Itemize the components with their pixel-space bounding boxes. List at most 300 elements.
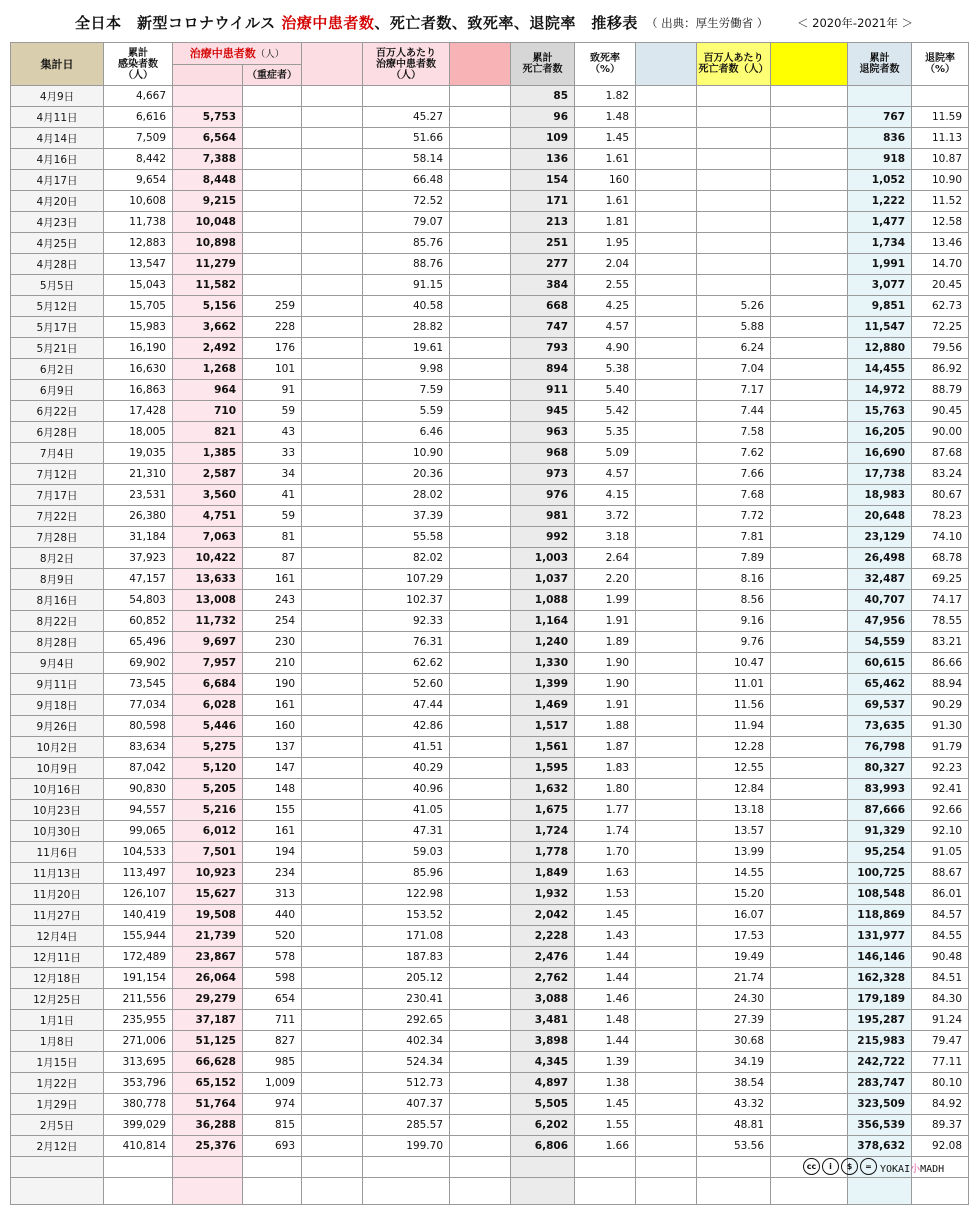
cell-per-million-treating: 47.44 (363, 695, 450, 716)
cell-blank (636, 905, 697, 926)
cell-treating: 23,867 (173, 947, 243, 968)
cell-blank (771, 86, 848, 107)
cell-blank (450, 380, 511, 401)
table-row (11, 737, 969, 758)
cell-empty (243, 1178, 302, 1205)
cell-fatality-rate: 5.09 (575, 443, 636, 464)
cell-per-million-deaths: 8.16 (697, 569, 771, 590)
cell-per-million-treating: 402.34 (363, 1031, 450, 1052)
cell-fatality-rate: 1.38 (575, 1073, 636, 1094)
cell-fatality-rate: 1.74 (575, 821, 636, 842)
cell-blank (450, 800, 511, 821)
cell-per-million-deaths: 5.88 (697, 317, 771, 338)
cell-fatality-rate: 1.44 (575, 1031, 636, 1052)
cell-discharge-rate: 92.23 (912, 758, 969, 779)
cell-discharge-rate: 72.25 (912, 317, 969, 338)
cell-cum-deaths: 1,164 (511, 611, 575, 632)
cell-discharge-rate: 92.41 (912, 779, 969, 800)
cell-per-million-treating: 407.37 (363, 1094, 450, 1115)
cell-severe: 34 (243, 464, 302, 485)
table-row (11, 527, 969, 548)
cell-per-million-treating: 82.02 (363, 548, 450, 569)
cell-discharge-rate: 90.45 (912, 401, 969, 422)
cell-cum-deaths: 968 (511, 443, 575, 464)
cell-per-million-treating: 91.15 (363, 275, 450, 296)
cell-per-million-deaths: 34.19 (697, 1052, 771, 1073)
table-row (11, 422, 969, 443)
cell-blank (636, 1052, 697, 1073)
cell-severe (243, 212, 302, 233)
cell-cum-discharged: 16,205 (848, 422, 912, 443)
cell-cum-discharged: 47,956 (848, 611, 912, 632)
cell-treating: 11,582 (173, 275, 243, 296)
table-row (11, 800, 969, 821)
cell-per-million-treating: 199.70 (363, 1136, 450, 1157)
cell-per-million-treating: 76.31 (363, 632, 450, 653)
cell-per-million-treating: 40.58 (363, 296, 450, 317)
cell-per-million-deaths: 6.24 (697, 338, 771, 359)
table-row (11, 191, 969, 212)
cell-blank (450, 401, 511, 422)
cell-blank (636, 632, 697, 653)
cell-cum-deaths: 1,330 (511, 653, 575, 674)
header-per-million-treating-text: 百万人あたり 治療中患者数 （人） (376, 47, 437, 81)
cell-treating: 26,064 (173, 968, 243, 989)
cell-cum-infected: 19,035 (104, 443, 173, 464)
cell-cum-infected: 16,190 (104, 338, 173, 359)
cell-blank (771, 674, 848, 695)
table-row (11, 1031, 969, 1052)
cell-blank (302, 695, 363, 716)
cell-date: 11月6日 (11, 842, 104, 863)
cell-blank (771, 1115, 848, 1136)
cell-per-million-treating: 153.52 (363, 905, 450, 926)
cell-cum-infected: 15,043 (104, 275, 173, 296)
cell-blank (450, 1115, 511, 1136)
cell-severe: 259 (243, 296, 302, 317)
cell-treating: 9,215 (173, 191, 243, 212)
cell-discharge-rate: 77.11 (912, 1052, 969, 1073)
cell-blank (450, 485, 511, 506)
cell-severe: 161 (243, 569, 302, 590)
table-row (11, 1010, 969, 1031)
cell-fatality-rate: 1.82 (575, 86, 636, 107)
cell-blank (771, 506, 848, 527)
cell-empty (104, 1157, 173, 1178)
cell-treating: 51,764 (173, 1094, 243, 1115)
cell-fatality-rate: 1.39 (575, 1052, 636, 1073)
cell-cum-deaths: 1,778 (511, 842, 575, 863)
cell-cum-deaths: 251 (511, 233, 575, 254)
cell-blank (636, 716, 697, 737)
cell-date: 7月28日 (11, 527, 104, 548)
cell-cum-discharged: 146,146 (848, 947, 912, 968)
cell-blank (450, 506, 511, 527)
cell-cum-infected: 31,184 (104, 527, 173, 548)
cell-blank (636, 443, 697, 464)
cell-fatality-rate: 1.48 (575, 107, 636, 128)
cell-discharge-rate: 83.21 (912, 632, 969, 653)
cell-blank (771, 695, 848, 716)
cell-blank (302, 296, 363, 317)
cell-cum-deaths: 1,724 (511, 821, 575, 842)
cell-blank (450, 191, 511, 212)
cell-blank (771, 653, 848, 674)
cell-per-million-treating: 19.61 (363, 338, 450, 359)
cell-cum-infected: 60,852 (104, 611, 173, 632)
cell-fatality-rate: 4.25 (575, 296, 636, 317)
cell-blank (450, 1010, 511, 1031)
cell-severe: 147 (243, 758, 302, 779)
cell-fatality-rate: 5.40 (575, 380, 636, 401)
cell-cum-discharged: 9,851 (848, 296, 912, 317)
cell-blank (636, 611, 697, 632)
cell-cum-infected: 94,557 (104, 800, 173, 821)
cell-cum-discharged: 11,547 (848, 317, 912, 338)
cell-date: 7月4日 (11, 443, 104, 464)
cell-blank (450, 611, 511, 632)
cell-discharge-rate: 90.29 (912, 695, 969, 716)
cell-fatality-rate: 4.90 (575, 338, 636, 359)
table-row (11, 947, 969, 968)
cell-cum-discharged: 60,615 (848, 653, 912, 674)
period-label: ＜ 2020年-2021年 ＞ (797, 16, 913, 30)
cell-severe: 520 (243, 926, 302, 947)
cell-per-million-treating: 37.39 (363, 506, 450, 527)
cell-per-million-deaths: 7.66 (697, 464, 771, 485)
cell-cum-infected: 23,531 (104, 485, 173, 506)
cell-empty (363, 1178, 450, 1205)
cell-blank (636, 317, 697, 338)
cell-treating: 821 (173, 422, 243, 443)
cell-date: 1月22日 (11, 1073, 104, 1094)
cell-blank (302, 842, 363, 863)
cell-discharge-rate: 91.24 (912, 1010, 969, 1031)
cell-blank (302, 401, 363, 422)
cell-blank (771, 947, 848, 968)
cell-fatality-rate: 1.77 (575, 800, 636, 821)
cell-per-million-deaths: 5.26 (697, 296, 771, 317)
cell-cum-deaths: 963 (511, 422, 575, 443)
cell-blank (771, 422, 848, 443)
cell-empty (636, 1178, 697, 1205)
cell-severe: 43 (243, 422, 302, 443)
cell-empty (575, 1157, 636, 1178)
cell-per-million-deaths: 8.56 (697, 590, 771, 611)
cell-cum-deaths: 1,037 (511, 569, 575, 590)
cell-discharge-rate: 10.87 (912, 149, 969, 170)
cell-severe: 194 (243, 842, 302, 863)
header-cum-deaths (511, 43, 575, 86)
cell-blank (771, 317, 848, 338)
table-row (11, 695, 969, 716)
cell-cum-infected: 65,496 (104, 632, 173, 653)
cell-discharge-rate: 80.67 (912, 485, 969, 506)
cell-cum-discharged: 83,993 (848, 779, 912, 800)
cell-blank (302, 191, 363, 212)
header-date: 集計日 (11, 43, 104, 86)
cell-empty (697, 1157, 771, 1178)
cell-date: 4月23日 (11, 212, 104, 233)
cell-per-million-treating: 47.31 (363, 821, 450, 842)
cell-per-million-deaths: 24.30 (697, 989, 771, 1010)
cell-discharge-rate: 88.67 (912, 863, 969, 884)
cell-blank (450, 758, 511, 779)
cell-discharge-rate: 87.68 (912, 443, 969, 464)
cell-cum-discharged: 32,487 (848, 569, 912, 590)
cell-blank (450, 1136, 511, 1157)
cell-blank (302, 275, 363, 296)
cell-per-million-deaths: 27.39 (697, 1010, 771, 1031)
cell-blank (771, 296, 848, 317)
cell-cum-discharged: 17,738 (848, 464, 912, 485)
cell-date: 9月26日 (11, 716, 104, 737)
cell-date: 4月9日 (11, 86, 104, 107)
cell-blank (771, 632, 848, 653)
cell-date: 7月22日 (11, 506, 104, 527)
cell-date: 5月21日 (11, 338, 104, 359)
cell-fatality-rate: 2.20 (575, 569, 636, 590)
table-row (11, 716, 969, 737)
cell-discharge-rate: 13.46 (912, 233, 969, 254)
cell-per-million-deaths (697, 275, 771, 296)
cell-cum-discharged: 26,498 (848, 548, 912, 569)
cell-cum-infected: 13,547 (104, 254, 173, 275)
cell-date: 4月11日 (11, 107, 104, 128)
table-row (11, 506, 969, 527)
cell-blank (636, 1094, 697, 1115)
cell-fatality-rate: 1.81 (575, 212, 636, 233)
cell-blank (771, 233, 848, 254)
cell-blank (302, 254, 363, 275)
cell-cum-discharged: 1,052 (848, 170, 912, 191)
table-row (11, 485, 969, 506)
cell-per-million-treating: 42.86 (363, 716, 450, 737)
cell-per-million-deaths: 48.81 (697, 1115, 771, 1136)
cell-cum-infected: 140,419 (104, 905, 173, 926)
page-title (75, 12, 638, 33)
cell-cum-deaths: 992 (511, 527, 575, 548)
header-sub-blank (173, 65, 243, 86)
cell-fatality-rate: 3.18 (575, 527, 636, 548)
header-blank-pink-strong (450, 43, 511, 86)
cell-cum-deaths: 109 (511, 128, 575, 149)
cell-empty (771, 1178, 848, 1205)
table-row (11, 989, 969, 1010)
cell-blank (771, 737, 848, 758)
cell-severe: 440 (243, 905, 302, 926)
cell-treating: 13,633 (173, 569, 243, 590)
cell-cum-discharged: 87,666 (848, 800, 912, 821)
header-blank-blue (636, 43, 697, 86)
cell-per-million-deaths (697, 254, 771, 275)
cell-treating: 710 (173, 401, 243, 422)
cell-cum-discharged: 65,462 (848, 674, 912, 695)
cell-treating: 4,751 (173, 506, 243, 527)
cell-per-million-treating: 51.66 (363, 128, 450, 149)
cell-treating: 1,268 (173, 359, 243, 380)
cell-discharge-rate: 88.79 (912, 380, 969, 401)
brand-right: MADH (920, 1164, 945, 1175)
cell-cum-discharged: 80,327 (848, 758, 912, 779)
cell-empty (173, 1178, 243, 1205)
nc-icon: $ (841, 1158, 858, 1175)
cell-per-million-treating (363, 86, 450, 107)
table-row (11, 779, 969, 800)
cell-treating: 3,560 (173, 485, 243, 506)
header-cum-discharged (848, 43, 912, 86)
cell-discharge-rate: 11.52 (912, 191, 969, 212)
cell-blank (450, 674, 511, 695)
table-row (11, 233, 969, 254)
cell-empty (848, 1178, 912, 1205)
cell-fatality-rate: 2.04 (575, 254, 636, 275)
cell-blank (450, 548, 511, 569)
cell-blank (771, 338, 848, 359)
cell-per-million-treating: 6.46 (363, 422, 450, 443)
cell-empty (11, 1157, 104, 1178)
cell-discharge-rate: 92.66 (912, 800, 969, 821)
cell-blank (450, 569, 511, 590)
cell-fatality-rate: 3.72 (575, 506, 636, 527)
cell-empty (636, 1157, 697, 1178)
cell-blank (302, 800, 363, 821)
cell-treating: 10,898 (173, 233, 243, 254)
cc-license-badge (803, 1158, 877, 1176)
cell-cum-deaths: 384 (511, 275, 575, 296)
table-row (11, 548, 969, 569)
cell-cum-deaths: 1,849 (511, 863, 575, 884)
cell-fatality-rate: 1.44 (575, 968, 636, 989)
cell-cum-deaths: 3,898 (511, 1031, 575, 1052)
table-row (11, 464, 969, 485)
cell-fatality-rate: 1.90 (575, 653, 636, 674)
cell-cum-infected: 83,634 (104, 737, 173, 758)
cell-cum-infected: 73,545 (104, 674, 173, 695)
cell-cum-discharged: 1,222 (848, 191, 912, 212)
cell-blank (771, 254, 848, 275)
cell-blank (450, 821, 511, 842)
cell-treating: 5,205 (173, 779, 243, 800)
cell-per-million-treating: 102.37 (363, 590, 450, 611)
cell-cum-infected: 21,310 (104, 464, 173, 485)
table-row (11, 86, 969, 107)
cell-blank (302, 359, 363, 380)
cell-cum-discharged: 95,254 (848, 842, 912, 863)
cell-blank (450, 107, 511, 128)
cell-cum-deaths: 3,481 (511, 1010, 575, 1031)
cell-discharge-rate: 86.66 (912, 653, 969, 674)
cell-blank (302, 1094, 363, 1115)
cell-blank (771, 380, 848, 401)
cell-per-million-deaths: 11.01 (697, 674, 771, 695)
source-note: （ 出典：厚生労働省 ） (646, 16, 769, 30)
cc-icon: cc (803, 1158, 820, 1175)
cell-treating: 8,448 (173, 170, 243, 191)
cell-blank (771, 401, 848, 422)
cell-blank (302, 128, 363, 149)
cell-date: 5月12日 (11, 296, 104, 317)
table-row (11, 926, 969, 947)
cell-blank (302, 821, 363, 842)
cell-cum-discharged: 14,972 (848, 380, 912, 401)
cell-cum-discharged: 179,189 (848, 989, 912, 1010)
cell-blank (302, 653, 363, 674)
cell-per-million-deaths: 16.07 (697, 905, 771, 926)
cell-per-million-deaths: 11.94 (697, 716, 771, 737)
cell-cum-infected: 17,428 (104, 401, 173, 422)
cell-per-million-deaths: 7.81 (697, 527, 771, 548)
table-row (11, 359, 969, 380)
cell-cum-infected: 353,796 (104, 1073, 173, 1094)
cell-empty (11, 1178, 104, 1205)
cell-severe: 654 (243, 989, 302, 1010)
cell-date: 8月22日 (11, 611, 104, 632)
cell-severe: 41 (243, 485, 302, 506)
cell-blank (771, 464, 848, 485)
cell-severe: 160 (243, 716, 302, 737)
cell-date: 6月2日 (11, 359, 104, 380)
cell-discharge-rate: 74.10 (912, 527, 969, 548)
cell-date: 1月1日 (11, 1010, 104, 1031)
cell-cum-deaths: 981 (511, 506, 575, 527)
cell-fatality-rate: 1.48 (575, 1010, 636, 1031)
table-row (11, 590, 969, 611)
cell-severe: 137 (243, 737, 302, 758)
header-fatality-rate (575, 43, 636, 86)
cell-per-million-treating: 524.34 (363, 1052, 450, 1073)
cell-severe: 815 (243, 1115, 302, 1136)
cell-per-million-treating: 52.60 (363, 674, 450, 695)
cell-date: 9月4日 (11, 653, 104, 674)
cell-fatality-rate: 2.64 (575, 548, 636, 569)
cell-blank (302, 170, 363, 191)
cell-per-million-deaths: 13.57 (697, 821, 771, 842)
cell-per-million-deaths: 12.84 (697, 779, 771, 800)
cell-date: 4月16日 (11, 149, 104, 170)
table-row (11, 1094, 969, 1115)
cell-blank (636, 506, 697, 527)
cell-date: 6月28日 (11, 422, 104, 443)
cell-cum-infected: 37,923 (104, 548, 173, 569)
cell-date: 9月18日 (11, 695, 104, 716)
cell-severe: 243 (243, 590, 302, 611)
table-row (11, 338, 969, 359)
cell-blank (450, 779, 511, 800)
cell-blank (771, 191, 848, 212)
cell-blank (771, 1052, 848, 1073)
header-per-million-deaths (697, 43, 771, 86)
table-row (11, 632, 969, 653)
cell-cum-infected: 80,598 (104, 716, 173, 737)
cell-treating: 7,388 (173, 149, 243, 170)
cell-cum-discharged: 118,869 (848, 905, 912, 926)
cell-date: 10月9日 (11, 758, 104, 779)
cell-discharge-rate: 84.57 (912, 905, 969, 926)
brand-kanji: 小 (910, 1164, 921, 1175)
cell-per-million-treating: 171.08 (363, 926, 450, 947)
cell-blank (450, 86, 511, 107)
cell-empty (511, 1178, 575, 1205)
cell-blank (450, 884, 511, 905)
cell-blank (450, 1031, 511, 1052)
cell-per-million-deaths (697, 86, 771, 107)
cell-empty (302, 1157, 363, 1178)
cell-discharge-rate: 78.55 (912, 611, 969, 632)
cell-blank (450, 695, 511, 716)
header-cum-infected-text: 累計 感染者数 （人） (118, 47, 158, 81)
cell-per-million-deaths: 9.16 (697, 611, 771, 632)
